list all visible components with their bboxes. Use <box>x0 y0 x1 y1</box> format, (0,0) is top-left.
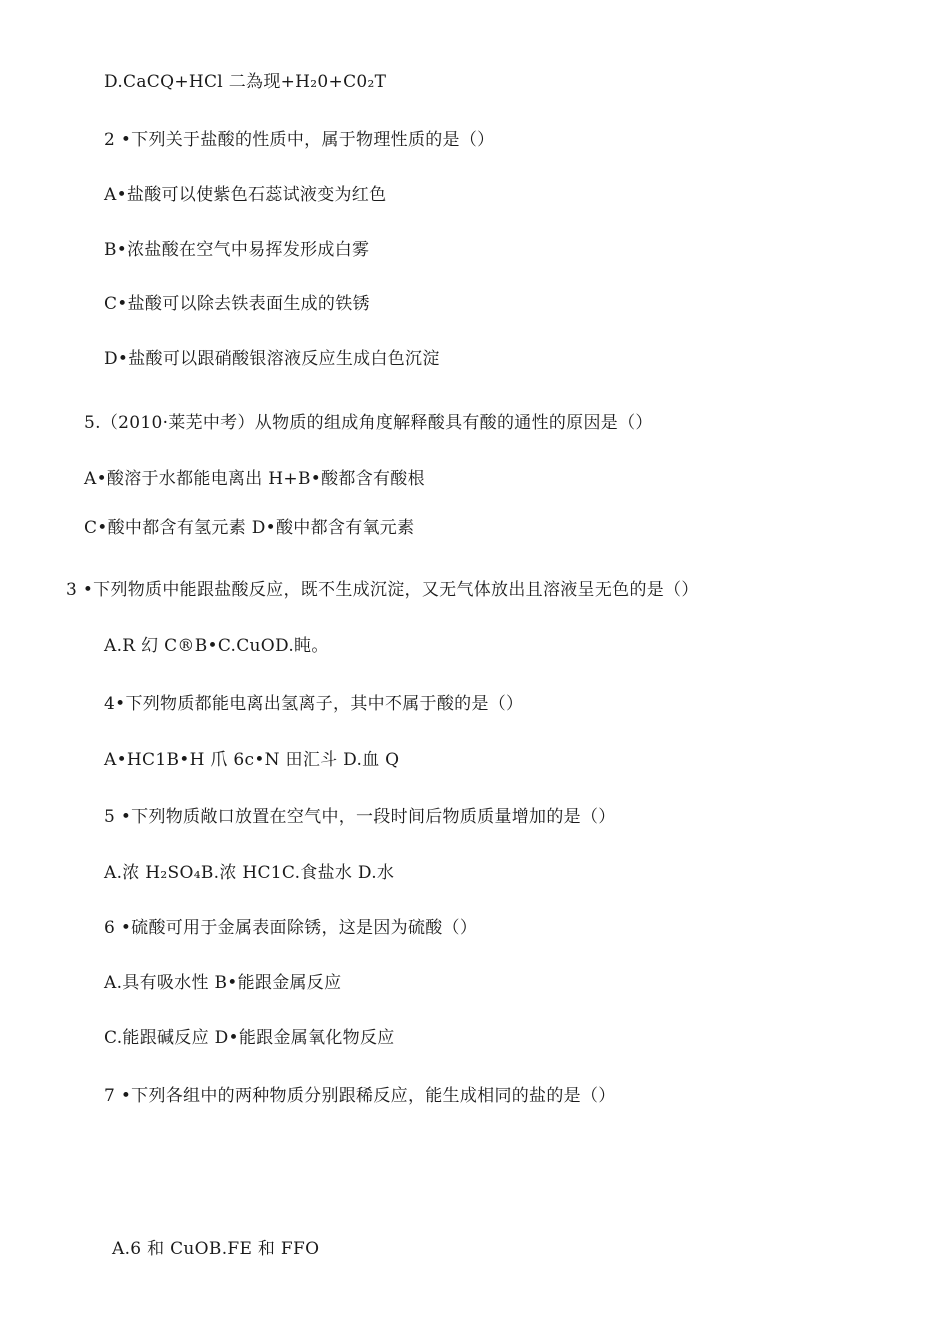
question-3-options: A.R 幻 C®B•C.CuOD.盹。 <box>104 636 329 656</box>
question-2-option-a: A•盐酸可以使紫色石蕊试液变为红色 <box>104 185 387 205</box>
question-5-options: A.浓 H₂SO₄B.浓 HC1C.食盐水 D.水 <box>104 863 395 883</box>
question-6-options-cd: C.能跟碱反应 D•能跟金属氧化物反应 <box>104 1028 395 1048</box>
question-2: 2 •下列关于盐酸的性质中，属于物理性质的是（） <box>104 130 495 150</box>
question-3: 3 •下列物质中能跟盐酸反应，既不生成沉淀，又无气体放出且溶液呈无色的是（） <box>66 580 699 600</box>
question-2-option-d: D•盐酸可以跟硝酸银溶液反应生成白色沉淀 <box>104 349 440 369</box>
question-6-options-ab: A.具有吸水性 B•能跟金属反应 <box>104 973 342 993</box>
question-4: 4•下列物质都能电离出氢离子，其中不属于酸的是（） <box>104 694 524 714</box>
option-d-equation: D.CaCQ+HCl 二為现+H₂0+C0₂T <box>104 72 387 92</box>
question-4-options: A•HC1B•H 爪 6c•N 田汇斗 D.血 Q <box>104 750 400 770</box>
question-7-options: A.6 和 CuOB.FE 和 FFO <box>112 1239 320 1259</box>
question-2-option-b: B•浓盐酸在空气中易挥发形成白雾 <box>104 240 370 260</box>
question-5-options-cd: C•酸中都含有氢元素 D•酸中都含有氧元素 <box>84 518 415 538</box>
question-2-option-c: C•盐酸可以除去铁表面生成的铁锈 <box>104 294 370 314</box>
question-5-options-ab: A•酸溶于水都能电离出 H+B•酸都含有酸根 <box>84 469 425 489</box>
question-7: 7 •下列各组中的两种物质分别跟稀反应，能生成相同的盐的是（） <box>104 1086 616 1106</box>
question-5-laiwu: 5.（2010·莱芜中考）从物质的组成角度解释酸具有酸的通性的原因是（） <box>84 413 653 433</box>
question-6: 6 •硫酸可用于金属表面除锈，这是因为硫酸（） <box>104 918 478 938</box>
question-5: 5 •下列物质敞口放置在空气中，一段时间后物质质量增加的是（） <box>104 807 616 827</box>
